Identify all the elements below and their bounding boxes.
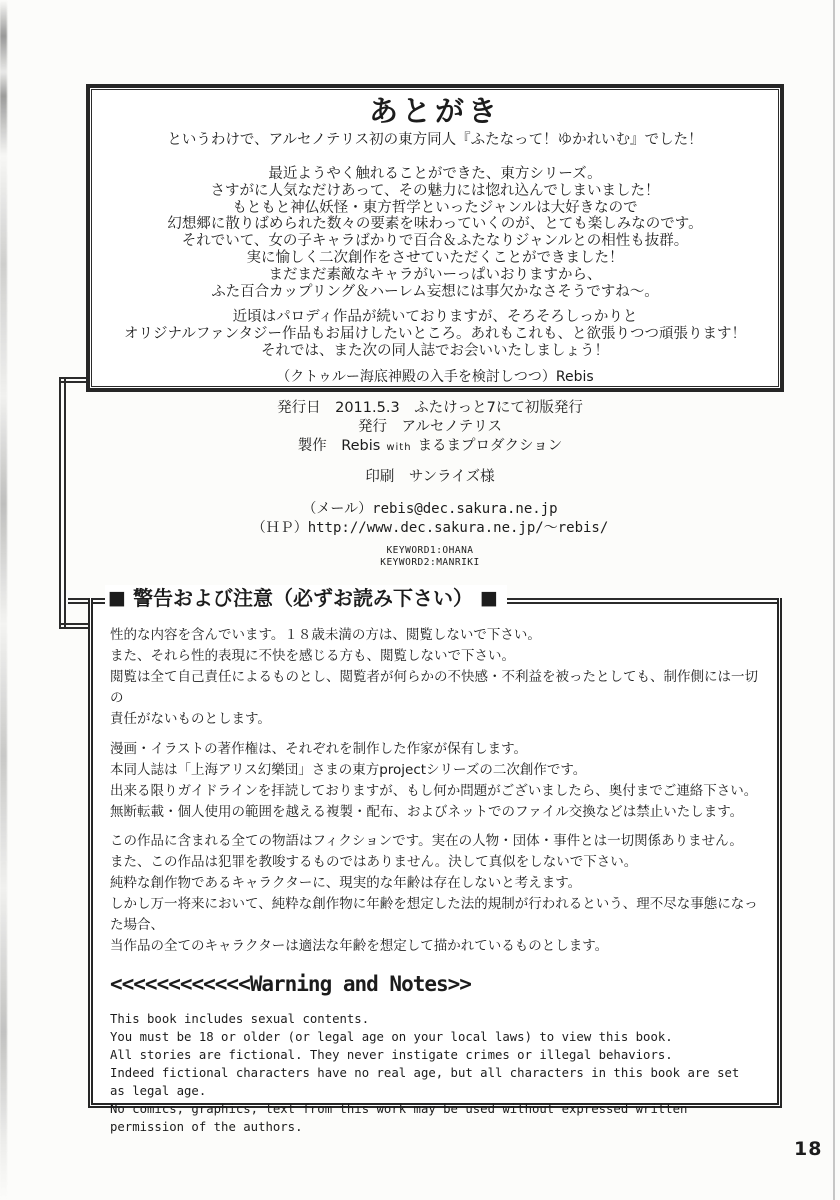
warning-jp-line: また、それら性的表現に不快を感じる方も、閲覧しないで下さい。 — [110, 648, 515, 664]
afterword-intro: というわけで、アルセノテリス初の東方同人『ふたなって！ゆかれいむ』でした！ — [167, 132, 703, 148]
warning-jp-line: 本同人誌は「上海アリス幻樂団」さまの東方projectシリーズの二次創作です。 — [110, 762, 587, 778]
warning-jp-paragraph-3 — [110, 831, 761, 957]
warning-jp-line: 閲覧は全て自己責任によるものとし、閲覧者が何らかの不快感・不利益を被ったとしても、制作側には一切の — [110, 669, 758, 706]
warning-en-line: You must be 18 or older (or legal age on your local laws) to view this book. — [110, 1030, 673, 1044]
warning-jp-line: 出来る限りガイドラインを拝読しておりますが、もし何か問題がございましたら、奥付までご連絡下さい。 — [110, 783, 758, 799]
colophon-production — [70, 437, 790, 457]
warning-header-label: 警告および注意（必ずお読み下さい） — [132, 586, 473, 610]
scan-edge-artifact-left — [0, 0, 7, 1200]
page-number: 18 — [794, 1138, 823, 1160]
colophon-printer: 印刷 サンライズ様 — [365, 469, 495, 485]
warning-en-title: <<<<<<<<<<<<Warning and Notes>> — [110, 972, 471, 996]
afterword-line: まだまだ素敵なキャラがいーっぱいおりますから、 — [268, 266, 602, 283]
afterword-line: 最近ようやく触れることができた、東方シリーズ。 — [268, 166, 602, 182]
warning-box — [88, 586, 782, 1134]
afterword-line: さすがに人気なだけあって、その魅力には惚れ込んでしまいました！ — [210, 182, 660, 199]
colophon-email: （メール）rebis@dec.sakura.ne.jp — [302, 501, 558, 517]
warning-en-line: This book includes sexual contents. — [110, 1012, 370, 1026]
colophon-website: （ＨＰ）http://www.dec.sakura.ne.jp/～rebis/ — [251, 520, 609, 536]
warning-jp-line: 責任がないものとします。 — [110, 711, 271, 727]
connector-line-vertical — [59, 377, 66, 629]
warning-en-line: All stories are fictional. They never instigate crimes or illegal behaviors. — [110, 1048, 673, 1062]
afterword-line: 実に愉しく二次創作をさせていただくことができました！ — [246, 249, 624, 266]
colophon-contact — [70, 500, 790, 538]
warning-jp-line: 当作品の全てのキャラクターは適法な年齢を想定して描かれているものとします。 — [110, 938, 609, 954]
warning-jp-paragraph-1 — [110, 625, 761, 730]
warning-jp-line: 無断転載・個人使用の範囲を越える複製・配布、およびネットでのファイル交換などは禁止いたします。 — [110, 804, 744, 820]
warning-header — [105, 585, 507, 612]
warning-en-line: Indeed fictional characters have no real age, but all characters in this book are set as legal age. — [110, 1066, 740, 1098]
warning-body — [93, 625, 777, 1136]
connector-line-top — [59, 377, 88, 383]
warning-jp-line: しかし万一将来において、純粋な創作物に年齢を想定した法的規制が行われるという、理不尽な事態になった場合、 — [110, 896, 758, 933]
warning-jp-line: 純粋な創作物であるキャラクターに、現実的な年齢は存在しないと考えます。 — [110, 875, 582, 891]
black-square-icon: ■ — [108, 587, 126, 609]
colophon-publisher: 発行 アルセノテリス — [358, 419, 502, 435]
afterword-line: ふた百合カップリング＆ハーレム妄想には事欠かなさそうですね～。 — [211, 283, 659, 300]
afterword-title: あとがき — [368, 94, 501, 128]
warning-jp-line: 漫画・イラストの著作権は、それぞれを制作した作家が保有します。 — [110, 741, 528, 757]
warning-jp-line: また、この作品は犯罪を教唆するものではありません。決して真似をしないで下さい。 — [110, 854, 638, 870]
afterword-line: もともと神仏妖怪・東方哲学といったジャンルは大好きなので — [232, 199, 638, 216]
afterword-line: それでいて、女の子キャラばかりで百合＆ふたなりジャンルとの相性も抜群。 — [181, 233, 689, 250]
afterword-box — [86, 84, 784, 392]
colophon-keywords — [70, 545, 790, 569]
warning-jp-paragraph-2 — [110, 739, 761, 823]
black-square-icon: ■ — [479, 587, 498, 609]
colophon-production-prefix: 製作 Rebis — [297, 438, 381, 454]
scan-edge-artifact-right — [833, 0, 835, 1200]
afterword-paragraph-1 — [90, 166, 780, 300]
warning-en-paragraph — [110, 1010, 761, 1136]
afterword-content — [90, 88, 780, 388]
afterword-line: 近頃はパロディ作品が続いておりますが、そろそろしっかりと — [232, 309, 638, 326]
afterword-paragraph-2 — [90, 309, 780, 359]
warning-jp-line: この作品に含まれる全ての物語はフィクションです。実在の人物・団体・事件とは一切関係ありません。 — [110, 833, 743, 849]
colophon — [70, 399, 790, 569]
afterword-line: オリジナルファンタジー作品もお届けしたいところ。あれもこれも、と欲張りつつ頑張ります！ — [124, 326, 746, 343]
warning-en-line: No comics, graphics, text from this work may be used without expressed written permission of the authors. — [110, 1102, 688, 1134]
afterword-line: それでは、また次の同人誌でお会いいたしましょう！ — [261, 342, 609, 359]
colophon-production-suffix: まるまプロダクション — [417, 438, 563, 454]
warning-jp-line: 性的な内容を含んでいます。１８歳未満の方は、閲覧しないで下さい。 — [110, 627, 541, 643]
colophon-issue-date: 発行日 2011.5.3 ふたけっと7にて初版発行 — [277, 400, 583, 416]
colophon-keyword-1: KEYWORD1:OHANA — [386, 545, 474, 556]
afterword-signoff: （クトゥルー海底神殿の入手を検討しつつ）Rebis — [276, 368, 594, 385]
colophon-production-with: with — [386, 442, 412, 453]
colophon-keyword-2: KEYWORD2:MANRIKI — [380, 557, 480, 568]
afterword-line: 幻想郷に散りばめられた数々の要素を味わっていくのが、とても楽しみなのです。 — [167, 216, 703, 233]
